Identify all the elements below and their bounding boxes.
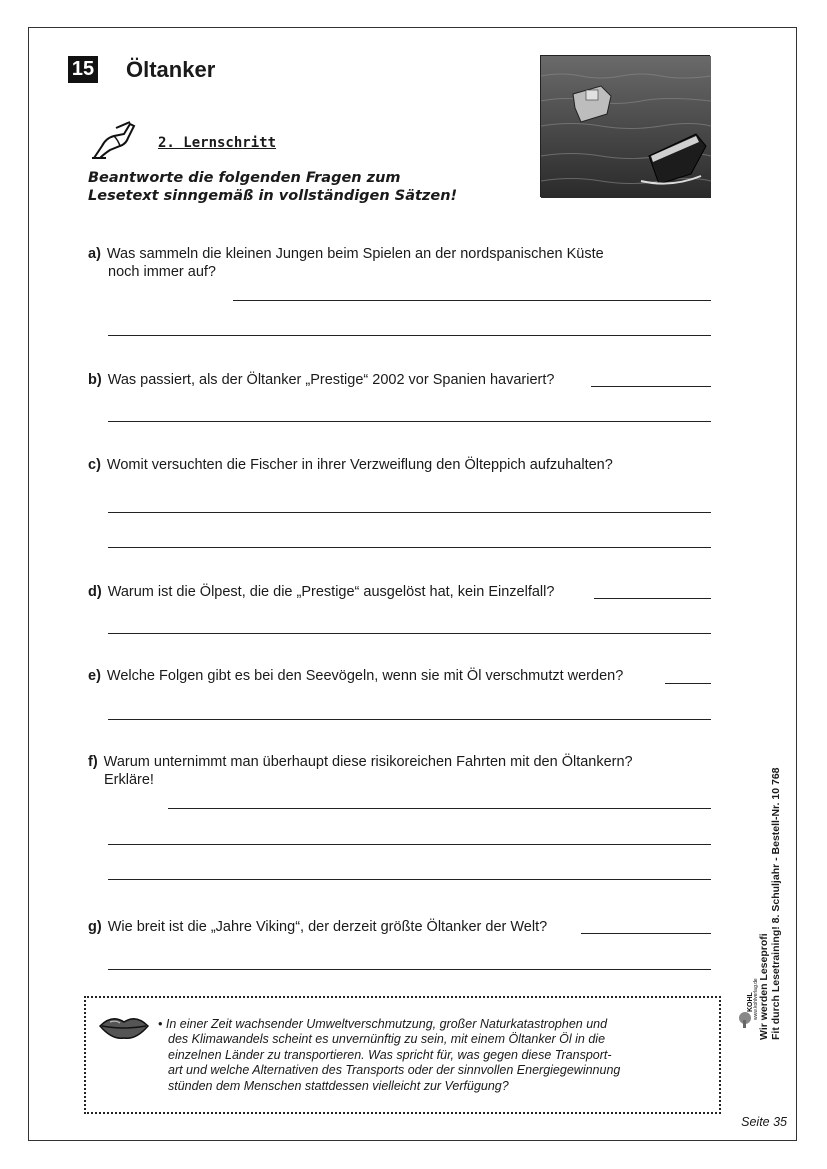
- answer-line[interactable]: [108, 969, 711, 970]
- instruction-text: [88, 169, 508, 205]
- note-line: • In einer Zeit wachsender Umweltverschmutzung, großer Naturkatastrophen und: [158, 1017, 608, 1031]
- lips-icon: [98, 1014, 150, 1040]
- answer-line[interactable]: [108, 547, 711, 548]
- answer-line[interactable]: [594, 598, 711, 599]
- question-text: Warum ist die Ölpest, die die „Prestige“ ausgelöst hat, kein Einzelfall?: [107, 584, 555, 600]
- discussion-text: [158, 1017, 706, 1094]
- answer-line[interactable]: [108, 512, 711, 513]
- answer-line[interactable]: [108, 421, 711, 422]
- question-text: Warum unternimmt man überhaupt diese risikoreichen Fahrten mit den Öltankern?: [103, 754, 633, 770]
- question-text: Wie breit ist die „Jahre Viking“, der derzeit größte Öltanker der Welt?: [107, 919, 548, 935]
- answer-line[interactable]: [108, 879, 711, 880]
- question-g: [88, 918, 588, 936]
- answer-line[interactable]: [665, 683, 711, 684]
- question-text-continued: noch immer auf?: [108, 264, 216, 280]
- answer-line[interactable]: [108, 335, 711, 336]
- answer-line[interactable]: [168, 808, 711, 809]
- question-letter: a): [88, 246, 101, 262]
- question-d: [88, 583, 588, 601]
- question-letter: d): [88, 584, 102, 600]
- note-line: des Klimawandels scheint es unvernünftig zu sein, mit einem Öltanker Öl in die: [168, 1032, 606, 1047]
- question-letter: e): [88, 668, 101, 684]
- writing-hand-icon: [90, 118, 138, 160]
- answer-line[interactable]: [581, 933, 711, 934]
- question-text: Was sammeln die kleinen Jungen beim Spielen an der nordspanischen Küste: [106, 246, 604, 262]
- instruction-line: Beantworte die folgenden Fragen zum: [88, 170, 401, 186]
- series-title: Wir werden Leseprofi: [758, 933, 770, 1040]
- question-letter: g): [88, 919, 102, 935]
- question-a: [88, 245, 668, 281]
- sinking-tanker-image: [541, 56, 711, 198]
- question-letter: f): [88, 754, 98, 770]
- publisher-url: www.kohlverlag.de: [753, 978, 759, 1020]
- publisher-logo: [738, 960, 758, 1030]
- worksheet-number-badge: 15: [68, 56, 98, 83]
- side-series-text: [758, 768, 782, 1041]
- answer-line[interactable]: [233, 300, 711, 301]
- page-title: Öltanker: [126, 57, 216, 82]
- page-number: Seite 35: [741, 1115, 787, 1129]
- note-line: einzelnen Länder zu transportieren. Was spricht für, was gegen diese Transport-: [168, 1047, 612, 1062]
- tanker-photo: [540, 55, 710, 197]
- answer-line[interactable]: [108, 844, 711, 845]
- question-e: [88, 667, 668, 685]
- bullet: •: [158, 1017, 163, 1031]
- question-b: [88, 371, 588, 389]
- question-text: Womit versuchten die Fischer in ihrer Verzweiflung den Ölteppich aufzuhalten?: [106, 457, 613, 473]
- question-c: [88, 456, 708, 474]
- question-f: [88, 753, 708, 789]
- answer-line[interactable]: [108, 633, 711, 634]
- question-text-continued: Erkläre!: [104, 772, 154, 788]
- note-line: stünden dem Menschen stattdessen vielleicht zur Verfügung?: [168, 1078, 509, 1093]
- series-subtitle: Fit durch Lesetraining! 8. Schuljahr - Bestell-Nr. 10 768: [770, 767, 782, 1040]
- answer-line[interactable]: [108, 719, 711, 720]
- step-label: 2. Lernschritt: [158, 135, 277, 151]
- question-letter: b): [88, 372, 102, 388]
- publisher-name: KOHL: [747, 992, 754, 1012]
- answer-line[interactable]: [591, 386, 711, 387]
- note-line: art und welche Alternativen des Transports oder der sinnvollen Energiegewinnung: [168, 1063, 621, 1078]
- question-text: Was passiert, als der Öltanker „Prestige“ 2002 vor Spanien havariert?: [107, 372, 555, 388]
- question-letter: c): [88, 457, 101, 473]
- instruction-line: Lesetext sinngemäß in vollständigen Sätzen!: [88, 188, 458, 204]
- question-text: Welche Folgen gibt es bei den Seevögeln, wenn sie mit Öl verschmutzt werden?: [106, 668, 624, 684]
